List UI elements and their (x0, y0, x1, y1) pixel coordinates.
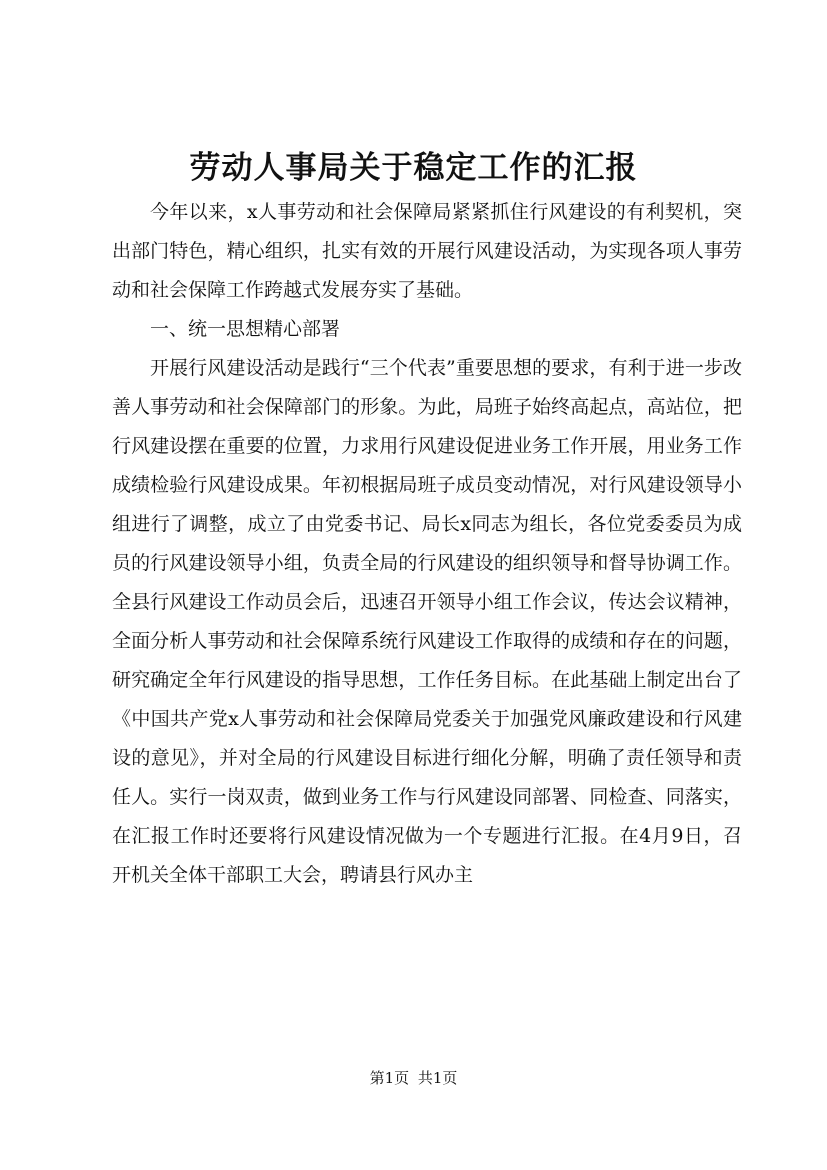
page-footer (0, 1068, 827, 1088)
document-body (112, 193, 742, 895)
page-total: 共1页 (417, 1069, 458, 1087)
document-title: 劳动人事局关于稳定工作的汇报 (189, 150, 638, 186)
section-heading-1: 一、统一思想精心部署 (150, 318, 341, 340)
paragraph-intro: 今年以来，x人事劳动和社会保障局紧紧抓住行风建设的有利契机，突出部门特色，精心组织，扎实有效的开展行风建设活动，为实现各项人事劳动和社会保障工作跨越式发展夯实了基础。 (112, 201, 742, 301)
page-number: 第1页 (369, 1069, 410, 1087)
paragraph-section-1: 开展行风建设活动是践行“三个代表”重要思想的要求，有利于进一步改善人事劳动和社会保障部门的形象。为此，局班子始终高起点，高站位，把行风建设摆在重要的位置，力求用行风建设促进业务工作开展，用业务工作成绩检验行风建设成果。年初根据局班子成员变动情况，对行风建设领导小组进行了调整，成立了由党委书记、局长x同志为组长，各位党委委员为成员的行风建设领导小组，负责全局的行风建设的组织领导和督导协调工作。全县行风建设工作动员会后，迅速召开领导小组工作会议，传达会议精神，全面分析人事劳动和社会保障系统行风建设工作取得的成绩和存在的问题，研究确定全年行风建设的指导思想，工作任务目标。在此基础上制定出台了《中国共产党x人事劳动和社会保障局党委关于加强党风廉政建设和行风建设的意见》，并对全局的行风建设目标进行细化分解，明确了责任领导和责任人。实行一岗双责，做到业务工作与行风建设同部署、同检查、同落实，在汇报工作时还要将行风建设情况做为一个专题进行汇报。在4月9日，召开机关全体干部职工大会，聘请县行风办主 (112, 357, 742, 886)
